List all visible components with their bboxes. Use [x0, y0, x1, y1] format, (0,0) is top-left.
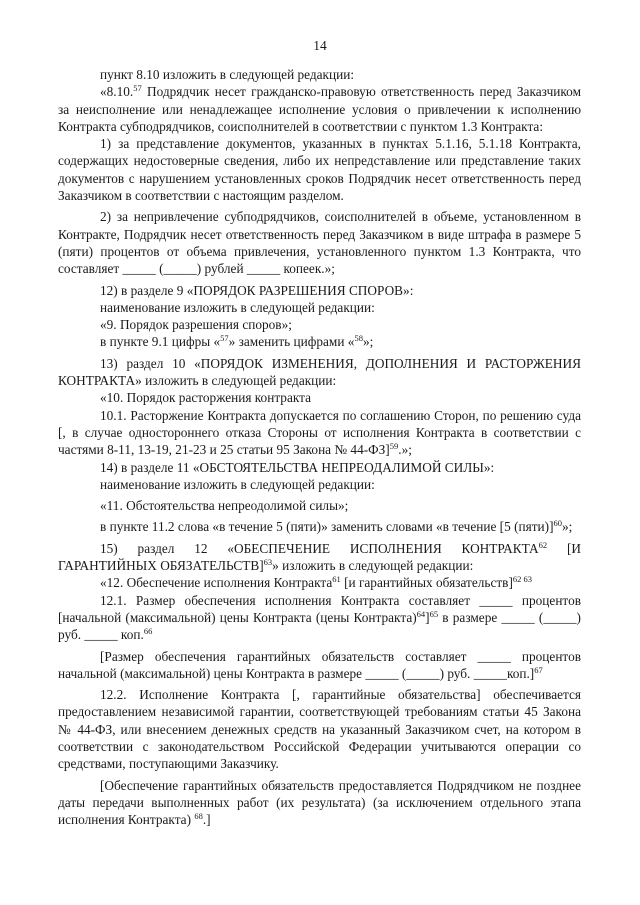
text-run: 2) за непривлечение субподрядчиков, соисполнителей в объеме, установленном в Контракте, Подрядчик несет ответственность перед Заказчиком в виде штрафа в размере 5 (пяти) процентов от объема привлечения, установленного пунктом 1.3 Контракта, что составляет _____ (_____) рублей _____ копеек.»;	[58, 209, 581, 277]
paragraph	[58, 459, 581, 476]
footnote-marker: 58	[354, 333, 363, 344]
footnote-marker: 63	[263, 557, 273, 568]
text-run: 14) в разделе 11 «ОБСТОЯТЕЛЬСТВА НЕПРЕОДАЛИМОЙ СИЛЫ»:	[100, 459, 495, 475]
text-run: 12.2. Исполнение Контракта [, гарантийные обязательства] обеспечивается предоставлением независимой гарантии, соответствующей требованиям статьи 45 Закона № 44-ФЗ, или внесением денежных средств на указанный Заказчиком счет, на котором в соответствии с законодательством Российской Федерации учитываются операции со средствами, поступающими Заказчику.	[58, 687, 581, 772]
paragraph	[58, 66, 581, 83]
footnote-marker: 65	[429, 608, 439, 619]
paragraph	[58, 389, 581, 406]
text-run: в пункте 11.2 слова «в течение 5 (пяти)» заменить словами «в течение [5 (пяти)]	[100, 519, 554, 535]
text-run: »;	[362, 334, 374, 350]
text-run: пункт 8.10 изложить в следующей редакции:	[100, 67, 355, 82]
paragraph	[58, 592, 581, 644]
text-run: 10.1. Расторжение Контракта допускается по соглашению Сторон, по решению суда [, в случае одностороннего отказа Стороны от исполнения Контракта в соответствии с частями 8-11, 13-19, 21-23 и 25 статьи 95 Закона № 44-ФЗ]	[58, 407, 581, 458]
footnote-marker: 59	[389, 441, 399, 452]
paragraph	[58, 497, 581, 514]
footnote-marker: 61	[332, 574, 341, 585]
text-run: » заменить цифрами «	[228, 334, 355, 350]
paragraph	[58, 648, 581, 683]
paragraph	[58, 282, 581, 299]
text-run: «8.10.	[100, 84, 134, 100]
text-run: в пункте 9.1 цифры «	[100, 334, 221, 350]
paragraph	[58, 518, 581, 535]
text-run: [И ГАРАНТИЙНЫХ ОБЯЗАТЕЛЬСТВ]	[58, 540, 581, 574]
page-number: 14	[313, 38, 327, 53]
text-run: 13) раздел 10 «ПОРЯДОК ИЗМЕНЕНИЯ, ДОПОЛНЕНИЯ И РАСТОРЖЕНИЯ КОНТРАКТА» изложить в следующей редакции:	[58, 355, 581, 389]
text-run: .»;	[398, 442, 412, 458]
text-run: » изложить в следующей редакции:	[272, 558, 474, 574]
text-run: в размере _____ (_____) руб. _____ коп.	[58, 609, 581, 643]
text-run: наименование изложить в следующей редакции:	[100, 299, 375, 315]
footnote-marker: 68	[194, 811, 203, 822]
paragraph	[58, 355, 581, 390]
text-run: 1) за представление документов, указанных в пунктах 5.1.16, 5.1.18 Контракта, содержащих недостоверные сведения, либо их непредставление или представление таких документов с нарушением установленных сроков Подрядчик несет ответственность перед Заказчиком в соответствии с настоящим разделом.	[58, 136, 581, 204]
paragraph	[58, 316, 581, 333]
text-run: »;	[562, 519, 573, 535]
text-run: [и гарантийных обязательств]	[340, 575, 513, 591]
paragraph	[58, 777, 581, 829]
footnote-marker: 57	[133, 83, 142, 94]
paragraph	[58, 299, 581, 316]
footnote-marker: 60	[553, 518, 563, 529]
paragraph	[58, 135, 581, 204]
footnote-marker: 66	[143, 626, 153, 637]
footnote-marker: 57	[220, 333, 229, 344]
paragraph	[58, 476, 581, 493]
text-run: наименование изложить в следующей редакции:	[100, 476, 375, 492]
text-run: .]	[202, 812, 211, 828]
footnote-marker: 62 63	[512, 574, 532, 585]
text-run: «10. Порядок расторжения контракта	[100, 390, 312, 406]
text-run: «12. Обеспечение исполнения Контракта	[100, 575, 333, 591]
text-run: ]	[425, 609, 430, 625]
text-run: 15) раздел 12 «ОБЕСПЕЧЕНИЕ ИСПОЛНЕНИЯ КОНТРАКТА	[100, 540, 539, 556]
paragraph	[58, 333, 581, 350]
text-run: [Размер обеспечения гарантийных обязательств составляет _____ процентов начальной (максимальной) цены Контракта в размере _____ (_____) руб. _____коп.]	[58, 648, 581, 681]
footnote-marker: 64	[416, 608, 426, 619]
text-run: «11. Обстоятельства непреодолимой силы»;	[100, 498, 349, 514]
paragraph	[58, 574, 581, 591]
footnote-marker: 67	[534, 664, 543, 675]
text-run: «9. Порядок разрешения споров»;	[100, 317, 292, 333]
paragraph	[58, 540, 581, 575]
document-body	[58, 66, 581, 828]
paragraph	[58, 686, 581, 772]
text-run: 12.1. Размер обеспечения исполнения Контракта составляет _____ процентов [начальной (максимальной) цены Контракта (цены Контракта)	[58, 592, 581, 625]
paragraph	[58, 208, 581, 277]
text-run: [Обеспечение гарантийных обязательств предоставляется Подрядчиком не позднее даты передачи выполненных работ (их результата) (за исключением отдельного этапа исполнения Контракта)	[58, 777, 581, 828]
paragraph	[58, 407, 581, 459]
paragraph	[58, 83, 581, 135]
text-run: Подрядчик несет гражданско-правовую ответственность перед Заказчиком за неисполнение или ненадлежащее исполнение условия о привлечении к исполнению Контракта субподрядчиков, соисполнителей в соответствии с пунктом 1.3 Контракта:	[58, 84, 581, 134]
text-run: 12) в разделе 9 «ПОРЯДОК РАЗРЕШЕНИЯ СПОРОВ»:	[100, 282, 414, 298]
footnote-marker: 62	[538, 539, 548, 550]
